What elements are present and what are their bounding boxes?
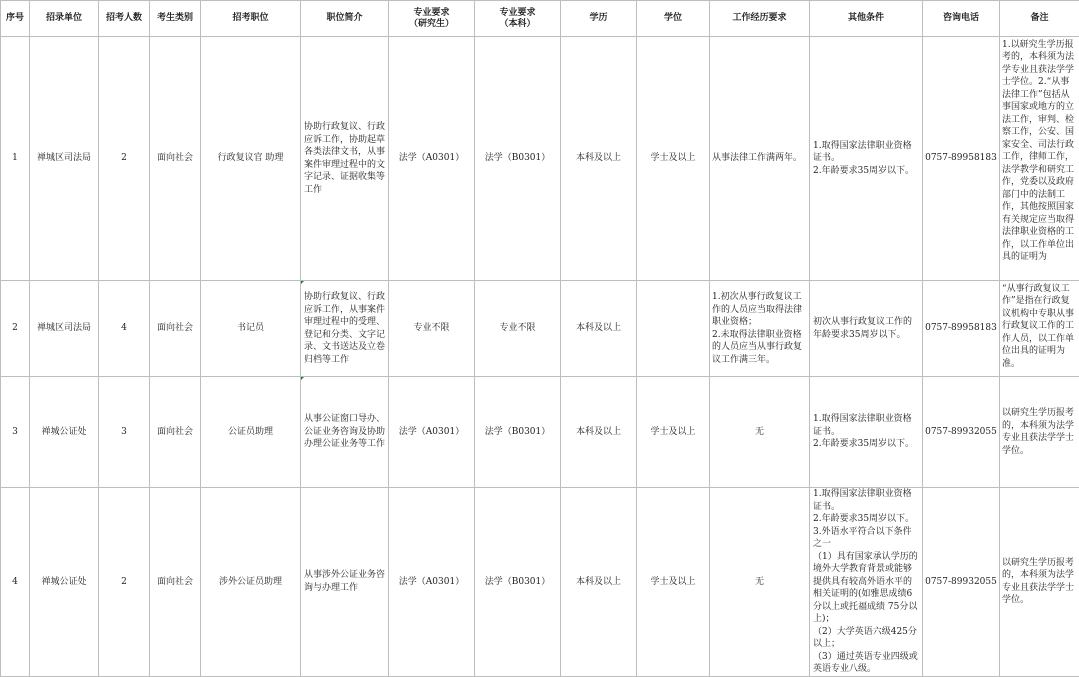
- cell-phone: 0757-89958183: [923, 37, 1000, 281]
- cell-phone: 0757-89958183: [923, 281, 1000, 377]
- cell-experience: 无: [710, 488, 810, 677]
- other-line: 1.取得国家法律职业资格证书。: [813, 140, 919, 165]
- cell-position: 公证员助理: [201, 377, 301, 488]
- cell-seq: 3: [1, 377, 30, 488]
- cell-degree: 学士及以上: [637, 488, 710, 677]
- cell-experience: 从事法律工作满两年。: [710, 37, 810, 281]
- header-unit: 招录单位: [30, 1, 99, 37]
- header-notes: 备注: [1000, 1, 1079, 37]
- cell-seq: 2: [1, 281, 30, 377]
- other-line: 1.取得国家法律职业资格证书。: [813, 488, 919, 513]
- header-phone: 咨询电话: [923, 1, 1000, 37]
- cell-degree: [637, 281, 710, 377]
- header-intro: 职位简介: [301, 1, 389, 37]
- header-major-ug-line2: （本科）: [475, 19, 560, 30]
- header-seq: 序号: [1, 1, 30, 37]
- notes-text: 1.以研究生学历报考的，本科须为法学专业且获法学学士学位。2.“从事法律工作”包括从事国家或地方的立法工作，审判、检察工作，公安、国家安全、司法行政工作，律师工作，法学教学和研究工作，党委以及政府部门中的法制工作，其他按照国家有关规定应当取得法律职业资格的工作，以工作单位出具的证明为: [1002, 39, 1077, 279]
- cell-category: 面向社会: [150, 488, 201, 677]
- cell-other: [810, 377, 923, 488]
- other-line: 2.年龄要求35周岁以下。: [813, 438, 919, 451]
- cell-unit: 禅城公证处: [30, 488, 99, 677]
- cell-position: 书记员: [201, 281, 301, 377]
- cell-major-grad: 法学（A0301）: [389, 377, 475, 488]
- cell-count: 4: [99, 281, 150, 377]
- cell-position: 涉外公证员助理: [201, 488, 301, 677]
- cell-count: 2: [99, 37, 150, 281]
- other-line: 2.年龄要求35周岁以下。: [813, 513, 919, 526]
- other-line: 初次从事行政复议工作的年龄要求35周岁以下。: [813, 316, 919, 341]
- header-count: 招考人数: [99, 1, 150, 37]
- cell-count: 3: [99, 377, 150, 488]
- header-major-grad: [389, 1, 475, 37]
- cell-education: 本科及以上: [561, 37, 637, 281]
- cell-major-ug: 专业不限: [475, 281, 561, 377]
- cell-major-grad: 法学（A0301）: [389, 37, 475, 281]
- cell-major-grad: 法学（A0301）: [389, 488, 475, 677]
- table-row: [1, 488, 1079, 677]
- cell-position: 行政复议官 助理: [201, 37, 301, 281]
- table-row: [1, 281, 1079, 377]
- cell-other: [810, 281, 923, 377]
- cell-notes: 以研究生学历报考的，本科须为法学专业且获法学学士学位。: [1000, 377, 1079, 488]
- header-category: 考生类别: [150, 1, 201, 37]
- notes-text: “从事行政复议工作”是指在行政复议机构中专职从事行政复议工作的工作人员，以工作单位出具的证明为准。: [1002, 283, 1077, 375]
- other-line: （3）通过英语专业四级或英语专业八级。: [813, 651, 919, 676]
- cell-other: [810, 488, 923, 677]
- cell-intro: 协助行政复议、行政应诉工作，从事案件审理过程中的受理、登记和分类、文字记录、文书送达及立卷归档等工作: [301, 281, 389, 377]
- cell-category: 面向社会: [150, 377, 201, 488]
- cell-major-ug: 法学（B0301）: [475, 37, 561, 281]
- cell-education: 本科及以上: [561, 281, 637, 377]
- cell-seq: 1: [1, 37, 30, 281]
- cell-phone: 0757-89932055: [923, 377, 1000, 488]
- cell-intro: 协助行政复议、行政应诉工作，协助起草各类法律文书，从事案件审理过程中的文字记录、证据收集等工作: [301, 37, 389, 281]
- cell-degree: 学士及以上: [637, 377, 710, 488]
- header-row: [1, 1, 1079, 37]
- cell-major-ug: 法学（B0301）: [475, 377, 561, 488]
- header-position: 招考职位: [201, 1, 301, 37]
- cell-category: 面向社会: [150, 37, 201, 281]
- experience-line: 2.未取得法律职业资格的人员应当从事行政复议工作满三年。: [712, 329, 807, 367]
- cell-count: 2: [99, 488, 150, 677]
- cell-notes: [1000, 37, 1079, 281]
- header-major-ug: [475, 1, 561, 37]
- header-major-grad-line2: （研究生）: [389, 19, 474, 30]
- other-line: 2.年龄要求35周岁以下。: [813, 165, 919, 178]
- cell-experience: 无: [710, 377, 810, 488]
- cell-major-grad: 专业不限: [389, 281, 475, 377]
- cell-education: 本科及以上: [561, 377, 637, 488]
- header-education: 学历: [561, 1, 637, 37]
- experience-line: 1.初次从事行政复议工作的人员应当取得法律职业资格；: [712, 291, 807, 329]
- other-line: 1.取得国家法律职业资格证书。: [813, 413, 919, 438]
- cell-category: 面向社会: [150, 281, 201, 377]
- cell-intro: 从事公证窗口导办、公证业务咨询及协助办理公证业务等工作: [301, 377, 389, 488]
- header-experience: 工作经历要求: [710, 1, 810, 37]
- other-line: 3.外语水平符合以下条件之一: [813, 526, 919, 551]
- cell-intro: 从事涉外公证业务咨询与办理工作: [301, 488, 389, 677]
- other-line: （2）大学英语六级425分以上；: [813, 626, 919, 651]
- header-major-grad-line1: 专业要求: [389, 8, 474, 19]
- header-degree: 学位: [637, 1, 710, 37]
- cell-education: 本科及以上: [561, 488, 637, 677]
- cell-degree: 学士及以上: [637, 37, 710, 281]
- cell-notes: [1000, 281, 1079, 377]
- table-row: [1, 377, 1079, 488]
- cell-major-ug: 法学（B0301）: [475, 488, 561, 677]
- other-line: （1）具有国家承认学历的境外大学教育背景或能够提供具有较高外语水平的相关证明的(如雅思成绩6分以上或托福成绩 75分以上)；: [813, 551, 919, 626]
- cell-unit: 禅城公证处: [30, 377, 99, 488]
- cell-seq: 4: [1, 488, 30, 677]
- cell-notes: 以研究生学历报考的，本科须为法学专业且获法学学士学位。: [1000, 488, 1079, 677]
- header-other: 其他条件: [810, 1, 923, 37]
- header-major-ug-line1: 专业要求: [475, 8, 560, 19]
- cell-unit: 禅城区司法局: [30, 281, 99, 377]
- cell-unit: 禅城区司法局: [30, 37, 99, 281]
- table-row: [1, 37, 1079, 281]
- cell-phone: 0757-89932055: [923, 488, 1000, 677]
- cell-other: [810, 37, 923, 281]
- cell-experience: [710, 281, 810, 377]
